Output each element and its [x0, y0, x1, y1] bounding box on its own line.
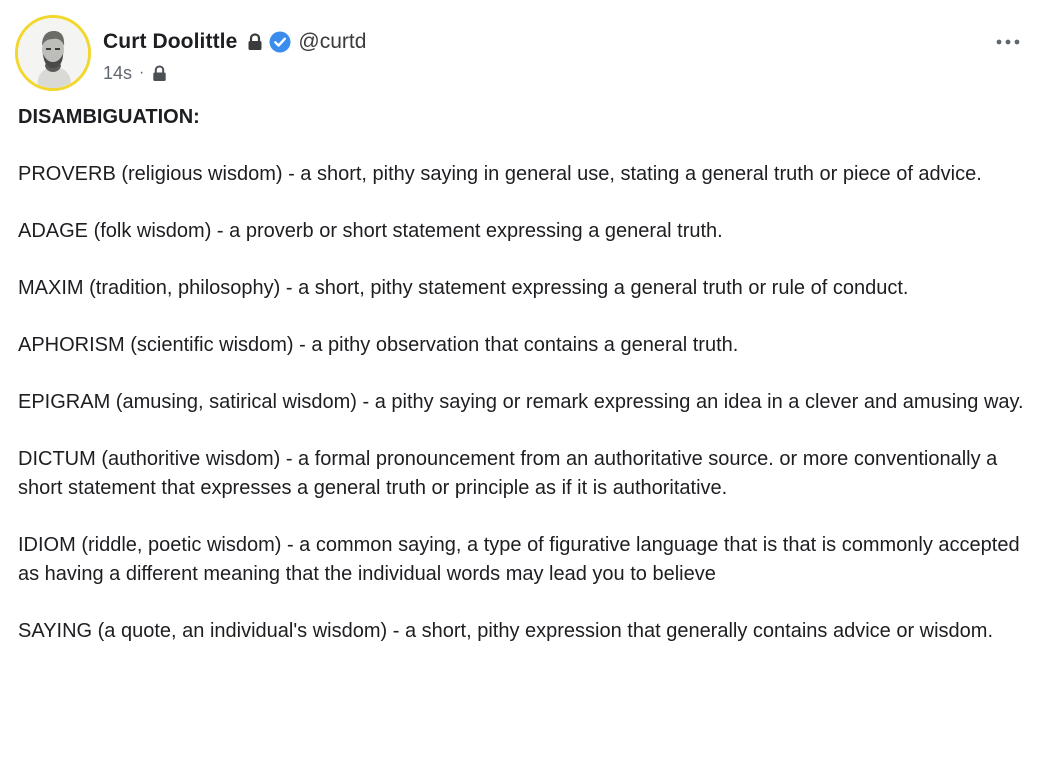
post-paragraph-dictum: DICTUM (authoritive wisdom) - a formal pronouncement from an authoritative source. or more conventionally a short statement that expresses a general truth or principle as if it is authoritative.: [18, 448, 998, 499]
post-paragraph-aphorism: APHORISM (scientific wisdom) - a pithy observation that contains a general truth.: [18, 334, 739, 356]
post-meta: [103, 61, 167, 85]
post-body: [18, 103, 1028, 646]
post-paragraph-idiom: IDIOM (riddle, poetic wisdom) - a common saying, a type of figurative language that is that is commonly accepted as having a different meaning that the individual words may lead you to believe: [18, 534, 1020, 585]
post-timestamp[interactable]: 14s: [103, 62, 133, 83]
author-avatar[interactable]: [15, 15, 91, 91]
author-line: [103, 28, 366, 56]
post-paragraph-maxim: MAXIM (tradition, philosophy) - a short, pithy statement expressing a general truth or rule of conduct.: [18, 277, 909, 299]
post-paragraph-adage: ADAGE (folk wisdom) - a proverb or short statement expressing a general truth.: [18, 220, 723, 242]
meta-separator: ·: [139, 64, 145, 81]
more-options-button[interactable]: [994, 30, 1022, 54]
lock-icon: [247, 33, 263, 51]
post-paragraph-epigram: EPIGRAM (amusing, satirical wisdom) - a pithy saying or remark expressing an idea in a clever and amusing way.: [18, 391, 1024, 413]
privacy-lock-icon[interactable]: [152, 65, 167, 82]
verified-badge-icon: [269, 31, 291, 53]
portrait-icon: [18, 18, 88, 88]
author-name[interactable]: Curt Doolittle: [103, 30, 238, 53]
post-heading: DISAMBIGUATION:: [18, 106, 200, 128]
post-paragraph-proverb: PROVERB (religious wisdom) - a short, pithy saying in general use, stating a general truth or piece of advice.: [18, 163, 982, 185]
more-horizontal-icon: [995, 38, 1021, 46]
author-handle[interactable]: @curtd: [298, 30, 367, 53]
post-paragraph-saying: SAYING (a quote, an individual's wisdom) - a short, pithy expression that generally contains advice or wisdom.: [18, 620, 994, 642]
